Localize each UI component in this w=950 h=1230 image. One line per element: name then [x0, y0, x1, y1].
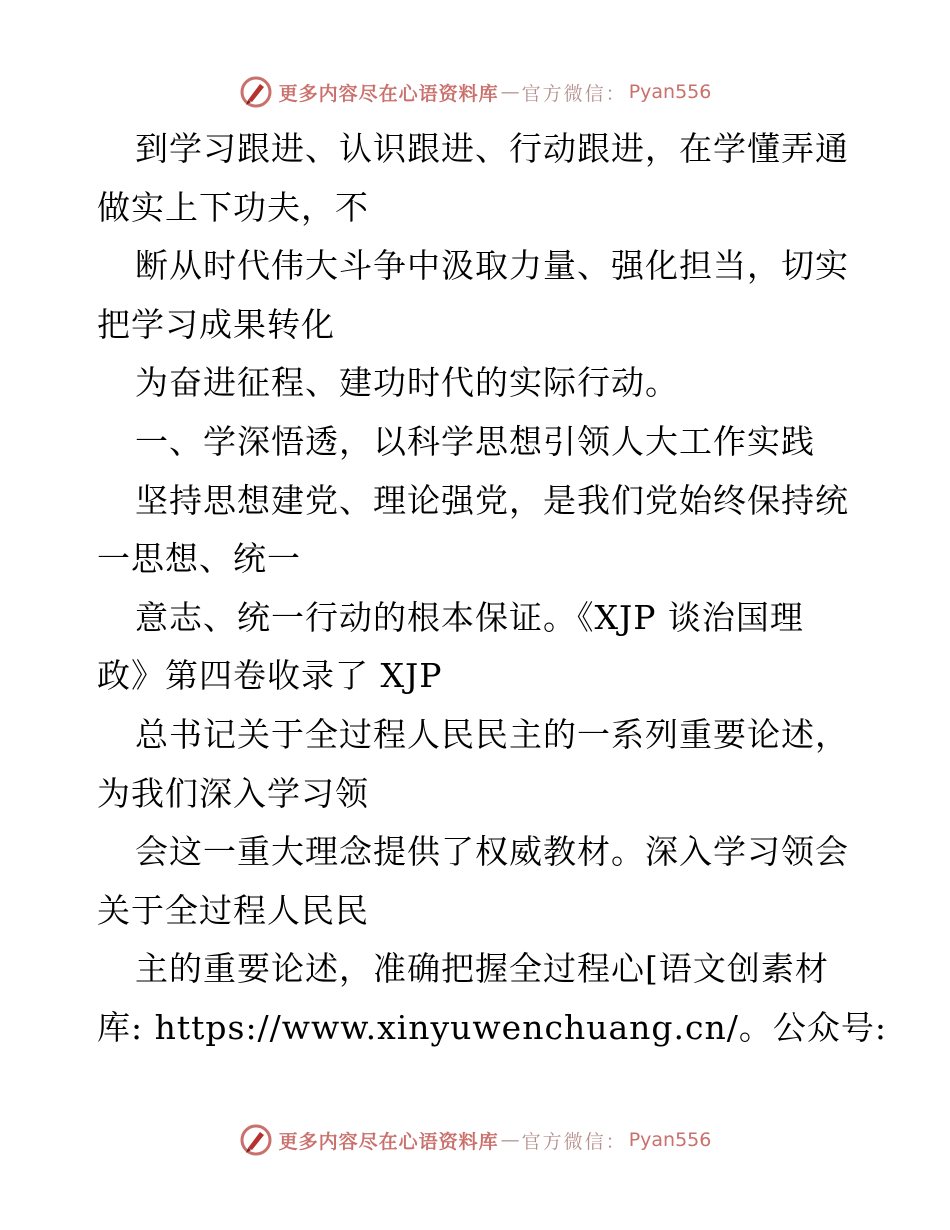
watermark-label: 官方微信：: [521, 82, 627, 105]
body-line: 为奋进征程、建功时代的实际行动。: [135, 363, 679, 403]
watermark-main-text: 更多内容尽在心语资料库: [278, 1130, 499, 1153]
body-line: 总书记关于全过程人民民主的一系列重要论述，: [135, 714, 849, 754]
body-line: 政》第四卷收录了 XJP: [97, 656, 443, 696]
body-line: 关于全过程人民民: [97, 890, 369, 930]
watermark-main-text: 更多内容尽在心语资料库: [278, 82, 499, 105]
page-header-watermark: [0, 72, 950, 112]
watermark-wechat-id: Pyan556: [628, 81, 712, 103]
document-body: [97, 120, 887, 1058]
watermark-separator: —: [500, 81, 520, 103]
body-line: 库: https://www.xinyuwenchuang.cn/。公众号:: [97, 1007, 887, 1047]
body-line: 到学习跟进、认识跟进、行动跟进，在学懂弄通: [135, 129, 849, 168]
watermark-separator: —: [500, 1129, 520, 1151]
body-line: 会这一重大理念提供了权威教材。深入学习领会: [135, 832, 849, 872]
page-footer-watermark: [0, 1120, 950, 1160]
body-line: 坚持思想建党、理论强党，是我们党始终保持统: [135, 480, 849, 520]
body-line: 把学习成果转化: [97, 304, 335, 344]
body-line: 意志、统一行动的根本保证。《XJP 谈治国理: [135, 597, 804, 637]
body-line: 做实上下功夫，不: [97, 187, 369, 227]
watermark-label: 官方微信：: [521, 1130, 627, 1153]
section-heading: 一、学深悟透，以科学思想引领人大工作实践: [135, 421, 815, 461]
pen-circle-logo-icon: [239, 1123, 273, 1157]
body-line: 主的重要论述，准确把握全过程心[语文创素材: [135, 949, 829, 989]
body-line: 一思想、统一: [97, 539, 301, 579]
body-line: 为我们深入学习领: [97, 773, 369, 813]
body-line: 断从时代伟大斗争中汲取力量、强化担当，切实: [135, 246, 849, 286]
watermark-wechat-id: Pyan556: [628, 1129, 712, 1151]
pen-circle-logo-icon: [239, 75, 273, 109]
